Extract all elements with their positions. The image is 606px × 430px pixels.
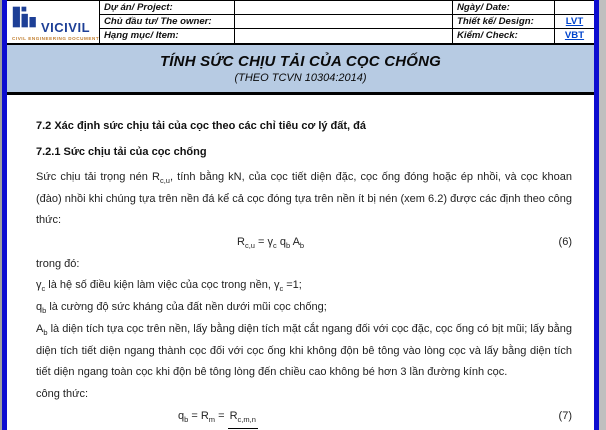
document-title: TÍNH SỨC CHỊU TẢI CỦA CỌC CHỐNG [159, 52, 442, 70]
value-check-link[interactable] [555, 29, 594, 42]
design-link[interactable]: LVT [565, 16, 584, 28]
label-owner: Chủ đầu tư/ The owner: [100, 15, 235, 29]
heading-7-2-1: 7.2.1 Sức chịu tải của cọc chống [36, 146, 207, 159]
label-design: Thiết kế/ Design: [453, 15, 555, 29]
formula-6 [36, 232, 572, 254]
label-project: Dự án/ Project: [100, 1, 235, 15]
value-date[interactable] [555, 1, 594, 15]
label-item: Hạng mục/ Item: [100, 29, 235, 42]
value-project[interactable] [235, 1, 453, 15]
definition-gamma-c: $\gamma_c$ là hệ số điều kiện làm việc của cọc trong nền, $\gamma_c =1$; [36, 279, 302, 294]
brand-name: VICIVIL [41, 20, 91, 36]
document-body [7, 95, 594, 430]
formula-intro: công thức: [36, 388, 89, 400]
definition-q-b: $q_b$ là cường độ sức kháng của đất nền dưới mũi cọc chống; [36, 301, 327, 316]
label-check: Kiểm/ Check: [453, 29, 555, 42]
check-link[interactable]: VBT [564, 30, 585, 42]
label-date: Ngày/ Date: [453, 1, 555, 15]
formula-7 [36, 406, 572, 430]
header-table [7, 0, 594, 45]
document-subtitle: (THEO TCVN 10304:2014) [234, 71, 367, 84]
logo [7, 1, 100, 43]
formula-6-number: (6) [558, 236, 572, 249]
brand-tagline: CIVIL ENGINEERING DOCUMENT [12, 35, 100, 41]
definition-a-b: $A_b$ là diện tích tựa cọc trên nền, lấy bằng diện tích mặt cắt ngang đối với cọc đặc, cọc ống có bịt mũi; lấy bằng diện tích tiết diện ngang thành cọc đối với cọc ống khi không độn bê tông vào lòng cọc và lấy bằng diện tích tiết diện ngang toàn cọc khi độn bê tông lòng đến chiều cao không bé hơn 3 lần đường kính cọc. [36, 322, 572, 379]
formula-7-expression: $q_b = R_m$ = $R_{c,m,n}$ [178, 406, 258, 430]
value-owner[interactable] [235, 15, 453, 29]
value-item[interactable] [235, 29, 453, 42]
title-band [7, 45, 594, 95]
page-edge-right [599, 0, 606, 430]
vicivil-logo-icon [12, 5, 39, 34]
paragraph-definition: Sức chịu tải trọng nén $R_{c,u}$, tính bằng kN, của cọc tiết diện đặc, cọc ống đóng hoặc ép nhồi, và cọc khoan (đào) nhồi khi chúng tựa trên nền đá kể cả cọc đóng tựa trên nền ít bị nén (xem 6.2) được các định theo công thức: [36, 170, 572, 227]
where-label: trong đó: [36, 257, 80, 270]
formula-7-number: (7) [558, 409, 572, 422]
formula-6-expression: $R_{c,u} = \gamma_c$ $q_b$ $A_b$ [237, 236, 305, 251]
heading-7-2: 7.2 Xác định sức chịu tải của cọc theo các chỉ tiêu cơ lý đất, đá [36, 119, 367, 132]
value-design-link[interactable] [555, 15, 594, 29]
